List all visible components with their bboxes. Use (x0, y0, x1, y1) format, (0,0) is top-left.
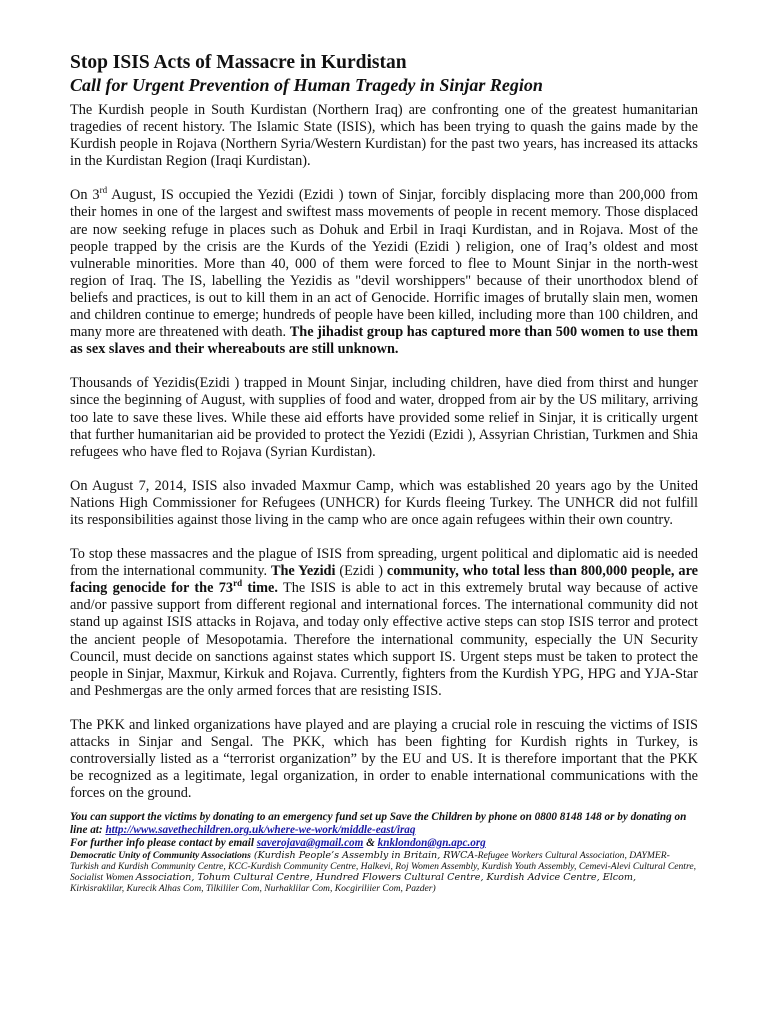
p5-mid: (Ezidi ) (335, 563, 387, 580)
email-link-knklondon[interactable]: knklondon@gn.apc.org (377, 836, 486, 849)
donate-link[interactable]: http://www.savethechildren.org.uk/where-we-work/middle-east/iraq (105, 824, 416, 837)
paragraph-pkk: The PKK and linked organizations have played and are playing a crucial role in rescuing the victims of ISIS attacks in Sinjar and Sengal. The PKK, which has been fighting for Kurdish rights in Turkey, is controversially listed as a “terrorist organization” by the EU and US. It is therefore important that the PKK be recognized as a legitimate, legal organization, in order to enable international communications with the forces on the ground. (70, 716, 698, 802)
p2-bold: The jihadist group has captured more than 500 women to use them as sex slaves and their whereabouts are still unknown. (70, 324, 698, 358)
p2-text-b: August, IS occupied the Yezidi (Ezidi ) town of Sinjar, forcibly displacing more than 200,000 from their homes in one of the largest and swiftest mass movements of people in recent memory. Those displaced are now seeking refuge in places such as Dohuk and Erbil in Iraqi Kurdistan, and in Rojava. Most of the people trapped by the crisis are the Kurds of the Yezidi (Ezidi ) religion, one of Iraq’s oldest and most vulnerable minorities. More than 40, 000 of them were forced to flee to Mount Sinjar in the north-west region of Iraq. The IS, labelling the Yezidis as "devil worshippers" because of their unorthodox blend of beliefs and practices, is out to kill them in an act of Genocide. Horrific images of brutally slain men, women and children continue to emerge; hundreds of people have been killed, including more than 100 children, and many more are threatened with death. (70, 187, 698, 341)
email-separator: & (363, 836, 378, 849)
organizations-line (70, 850, 698, 895)
document-page (70, 52, 698, 895)
organizations-name: Democratic Unity of Community Associations (70, 849, 251, 861)
contact-text: For further info please contact by email (70, 836, 257, 849)
p2-sup: rd (99, 185, 108, 196)
paragraph-mount-sinjar: Thousands of Yezidis(Ezidi ) trapped in Mount Sinjar, including children, have died from thirst and hunger since the beginning of August, with supplies of food and water, dropped from air by the US military, arriving too late to save these lives. While these aid efforts have provided some relief in Sinjar, it is critically urgent that further humanitarian aid be provided to protect the Yezidi (Ezidi ), Assyrian Christian, Turkmen and Shia refugees who have fled to Rojava (Syrian Kurdistan). (70, 375, 698, 460)
organizations-list-b: -Refugee Workers Cultural Association, DAYMER-Turkish and Kurdish Community Centre, KCC-Kurdish Community Centre, Halkevi, Roj Women Assembly, Kurdish Youth Assembly, Cemevi-Alevi Cultural Centre, Socialist Women (70, 849, 696, 884)
paragraph-intro: The Kurdish people in South Kurdistan (Northern Iraq) are confronting one of the greatest humanitarian tragedies of recent history. The Islamic State (ISIS), which has been trying to quash the gains made by the Kurdish people in Rojava (Northern Syria/Western Kurdistan) for the past two years, has increased its attacks in the Kurdistan Region (Iraqi Kurdistan). (70, 102, 698, 170)
p5-bold-3: time. (242, 580, 278, 597)
paragraph-sinjar (70, 187, 698, 358)
email-link-saverojava[interactable]: saverojava@gmail.com (256, 836, 364, 849)
p5-text-a: To stop these massacres and the plague of ISIS from spreading, urgent political and diplomatic aid is needed from the international community. (70, 546, 698, 580)
page-title: Stop ISIS Acts of Massacre in Kurdistan (70, 52, 407, 73)
donate-text: You can support the victims by donating to an emergency fund set up Save the Children by phone on 0800 8148 148 or by donating on line at: (70, 811, 687, 837)
footer (70, 811, 698, 894)
p5-sup: rd (233, 578, 243, 589)
paragraph-maxmur: On August 7, 2014, ISIS also invaded Maxmur Camp, which was established 20 years ago by the United Nations High Commissioner for Refugees (UNHCR) for Kurds fleeing Turkey. The UNHCR did not fulfill its responsibilities against those living in the camp who are once again refugees within their own country. (70, 477, 698, 528)
organizations-list-c: Association, Tohum Cultural Centre, Hundred Flowers Cultural Centre, Kurdish Advice Centre, Elcom, (135, 872, 637, 884)
paragraph-appeal (70, 546, 698, 700)
organizations-list-d: Kirkisraklilar, Kurecik Alhas Com, Tilkililer Com, Nurhaklilar Com, Kocgiriliier Com, Pazder) (70, 883, 436, 895)
contact-line (70, 837, 698, 850)
p5-text-b: The ISIS is able to act in this extremely brutal way because of active and/or passive support from different regional and international forces. The international community did not stand up against ISIS attacks in Rojava, and today only effective active steps can stop ISIS terror and protect the ancient people of Mesopotamia. Therefore the international community, especially the UN Security Council, must decide on sanctions against states which support IS. Urgent steps must be taken to protect the people in Sinjar, Maxmur, Kirkuk and Rojava. Currently, fighters from the Kurdish YPG, HPG and YJA-Star and Peshmergas are the only armed forces that are resisting ISIS. (70, 580, 698, 699)
page-subtitle: Call for Urgent Prevention of Human Tragedy in Sinjar Region (70, 75, 543, 95)
p2-text-a: On 3 (70, 187, 100, 204)
p5-bold-2: community, who total less than 800,000 people, are facing genocide for the 73 (70, 563, 699, 597)
p5-bold-1: The Yezidi (270, 563, 336, 580)
organizations-list-a: (Kurdish People’s Assembly in Britain, RWCA (250, 849, 475, 861)
donate-line (70, 811, 698, 837)
